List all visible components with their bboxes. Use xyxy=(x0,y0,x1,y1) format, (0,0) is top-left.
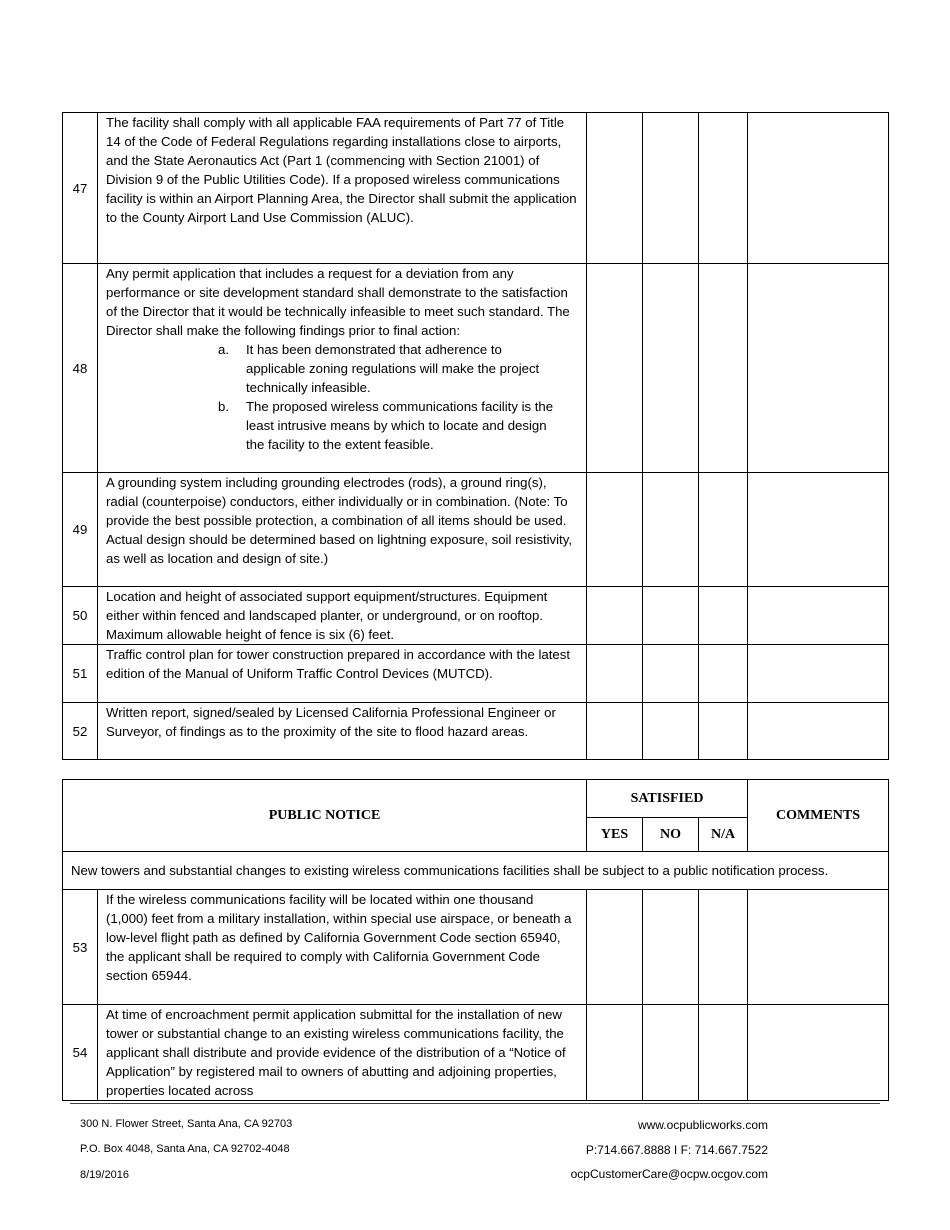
comments-cell[interactable] xyxy=(748,587,889,645)
sub-item-label: b. xyxy=(218,399,229,414)
yes-cell[interactable] xyxy=(587,587,643,645)
table-row xyxy=(63,645,889,703)
row-number: 47 xyxy=(63,113,98,264)
no-header: NO xyxy=(643,818,699,852)
row-description xyxy=(98,890,587,1005)
row-text: Traffic control plan for tower construction prepared in accordance with the latest edition of the Manual of Uniform Traffic Control Devices (MUTCD). xyxy=(106,647,570,681)
footer-address-2: P.O. Box 4048, Santa Ana, CA 92702-4048 xyxy=(80,1143,290,1155)
comments-cell[interactable] xyxy=(748,113,889,264)
row-number: 50 xyxy=(63,587,98,645)
row-number: 54 xyxy=(63,1005,98,1101)
na-cell[interactable] xyxy=(699,113,748,264)
no-cell[interactable] xyxy=(643,645,699,703)
row-description xyxy=(98,473,587,587)
row-description xyxy=(98,113,587,264)
no-cell[interactable] xyxy=(643,703,699,760)
row-text: If the wireless communications facility will be located within one thousand (1,000) feet from a military installation, within special use airspace, or beneath a low-level flight path as defined by California Government Code section 65940, the applicant shall be required to comply with California Government Code section 65944. xyxy=(106,892,572,983)
table-row xyxy=(63,703,889,760)
na-cell[interactable] xyxy=(699,1005,748,1101)
intro-row xyxy=(63,852,889,890)
row-text: At time of encroachment permit application submittal for the installation of new tower or substantial change to an existing wireless communications facility, the applicant shall distribute and provide evidence of the distribution of a “Notice of Application” by registered mail to owners of abutting and adjoining properties, properties located across xyxy=(106,1007,566,1098)
na-cell[interactable] xyxy=(699,473,748,587)
comments-cell[interactable] xyxy=(748,473,889,587)
na-cell[interactable] xyxy=(699,645,748,703)
row-description xyxy=(98,264,587,473)
row-number: 48 xyxy=(63,264,98,473)
sub-item xyxy=(106,397,578,454)
footer-phone: P:714.667.8888 I F: 714.667.7522 xyxy=(585,1143,768,1157)
row-text: Written report, signed/sealed by Licensed California Professional Engineer or Surveyor, of findings as to the proximity of the site to flood hazard areas. xyxy=(106,705,556,739)
row-description xyxy=(98,1005,587,1101)
comments-cell[interactable] xyxy=(748,890,889,1005)
row-number: 52 xyxy=(63,703,98,760)
footer-date: 8/19/2016 xyxy=(80,1169,129,1181)
row-description xyxy=(98,587,587,645)
yes-cell[interactable] xyxy=(587,890,643,1005)
no-cell[interactable] xyxy=(643,113,699,264)
no-cell[interactable] xyxy=(643,264,699,473)
comments-cell[interactable] xyxy=(748,703,889,760)
intro-text: New towers and substantial changes to existing wireless communications facilities shall be subject to a public notification process. xyxy=(63,852,889,890)
na-cell[interactable] xyxy=(699,587,748,645)
na-cell[interactable] xyxy=(699,264,748,473)
section-title: PUBLIC NOTICE xyxy=(63,780,587,852)
row-description xyxy=(98,645,587,703)
table-row xyxy=(63,1005,889,1101)
requirements-table xyxy=(62,112,889,760)
row-text: Location and height of associated support equipment/structures. Equipment either within fenced and landscaped planter, or underground, or on rooftop. Maximum allowable height of fence is six (6) feet. xyxy=(106,589,548,642)
no-cell[interactable] xyxy=(643,587,699,645)
yes-cell[interactable] xyxy=(587,1005,643,1101)
sub-item-text: It has been demonstrated that adherence to applicable zoning regulations will make the project technically infeasible. xyxy=(246,342,540,395)
yes-header: YES xyxy=(587,818,643,852)
sub-item-text: The proposed wireless communications facility is the least intrusive means by which to locate and design the facility to the extent feasible. xyxy=(246,399,554,452)
row-number: 53 xyxy=(63,890,98,1005)
row-text: Any permit application that includes a request for a deviation from any performance or site development standard shall demonstrate to the satisfaction of the Director that it would be technically infeasible to meet such standard. The Director shall make the following findings prior to final action: xyxy=(106,266,570,338)
footer-address-1: 300 N. Flower Street, Santa Ana, CA 92703 xyxy=(80,1118,293,1130)
yes-cell[interactable] xyxy=(587,473,643,587)
row-number: 49 xyxy=(63,473,98,587)
na-cell[interactable] xyxy=(699,703,748,760)
table-row xyxy=(63,113,889,264)
comments-header: COMMENTS xyxy=(748,780,889,852)
row-number: 51 xyxy=(63,645,98,703)
satisfied-header: SATISFIED xyxy=(587,780,748,818)
sub-item xyxy=(106,340,578,397)
no-cell[interactable] xyxy=(643,473,699,587)
row-text: The facility shall comply with all applicable FAA requirements of Part 77 of Title 14 of the Code of Federal Regulations regarding installations close to airports, and the State Aeronautics Act (Part 1 (commencing with Section 21001) of Division 9 of the Public Utilities Code). If a proposed wireless communications facility is within an Airport Planning Area, the Director shall submit the application to the County Airport Land Use Commission (ALUC). xyxy=(106,115,577,225)
yes-cell[interactable] xyxy=(587,703,643,760)
no-cell[interactable] xyxy=(643,1005,699,1101)
yes-cell[interactable] xyxy=(587,113,643,264)
header-row xyxy=(63,780,889,818)
footer-website[interactable]: www.ocpublicworks.com xyxy=(637,1118,768,1132)
yes-cell[interactable] xyxy=(587,264,643,473)
na-cell[interactable] xyxy=(699,890,748,1005)
sub-item-label: a. xyxy=(218,342,229,357)
comments-cell[interactable] xyxy=(748,264,889,473)
table-row xyxy=(63,587,889,645)
row-description xyxy=(98,703,587,760)
yes-cell[interactable] xyxy=(587,645,643,703)
table-row xyxy=(63,264,889,473)
na-header: N/A xyxy=(699,818,748,852)
footer-divider xyxy=(70,1103,880,1104)
footer-email[interactable]: ocpCustomerCare@ocpw.ocgov.com xyxy=(570,1167,768,1181)
public-notice-table xyxy=(62,779,889,1101)
no-cell[interactable] xyxy=(643,890,699,1005)
comments-cell[interactable] xyxy=(748,1005,889,1101)
comments-cell[interactable] xyxy=(748,645,889,703)
table-row xyxy=(63,473,889,587)
row-text: A grounding system including grounding electrodes (rods), a ground ring(s), radial (counterpoise) conductors, either individually or in combination. (Note: To provide the best possible protection, a combination of all items should be used. Actual design should be determined based on lightning exposure, soil resistivity, as well as location and design of site.) xyxy=(106,475,572,566)
table-row xyxy=(63,890,889,1005)
